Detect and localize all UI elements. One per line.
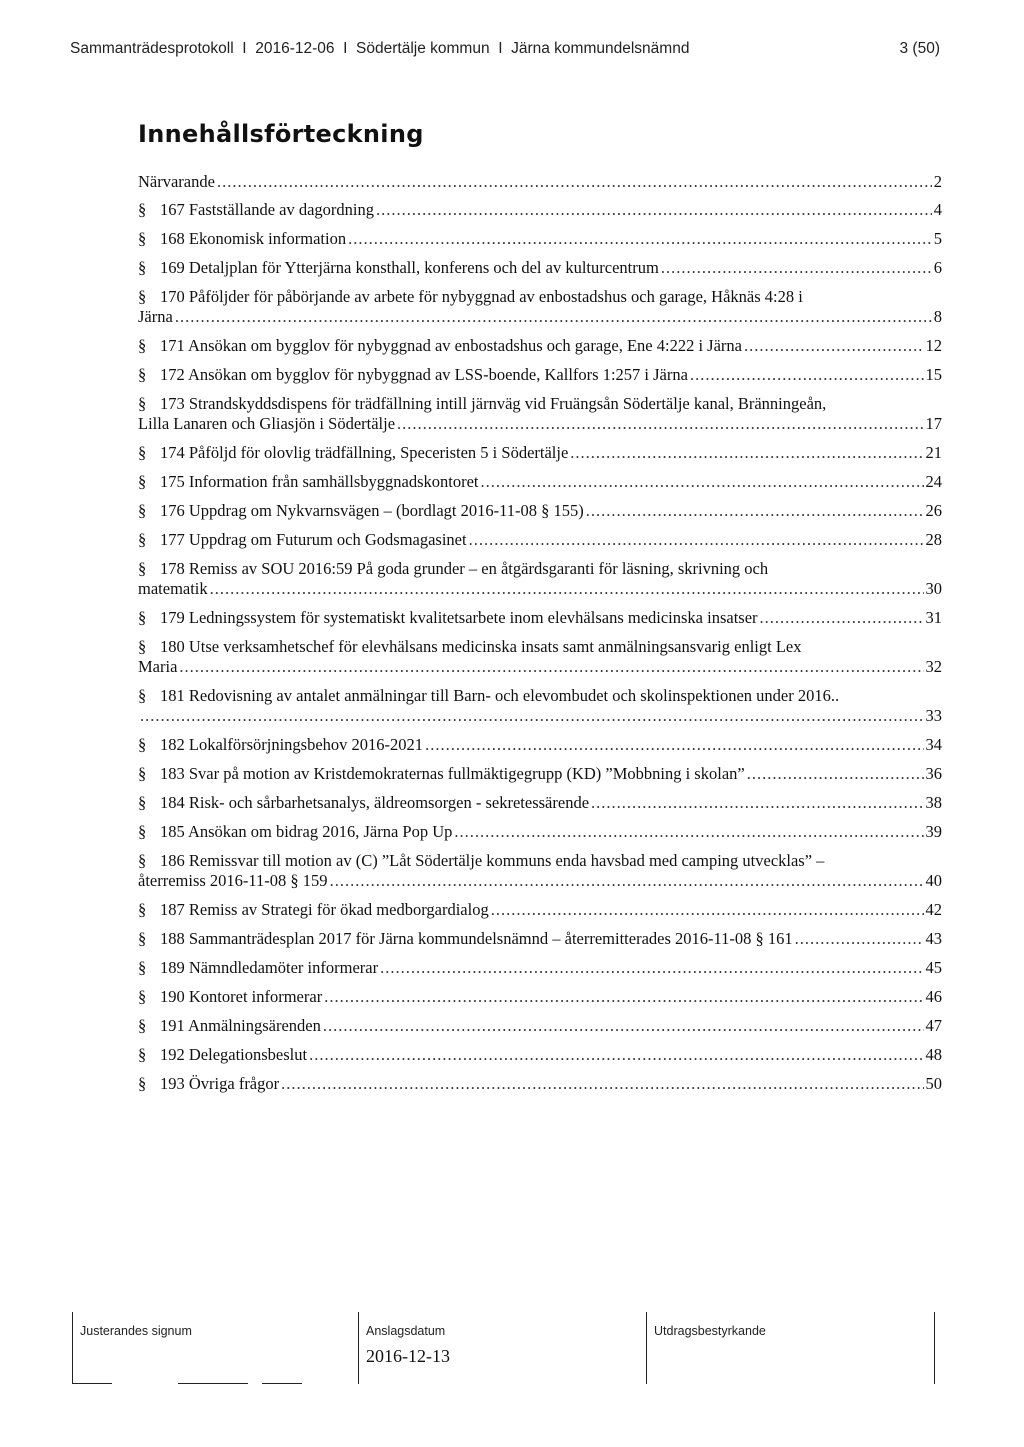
- toc-entry-label: [138, 336, 742, 356]
- toc-entry-label: [138, 764, 745, 784]
- toc-entry: [138, 336, 942, 356]
- dot-leader: [380, 958, 923, 978]
- toc-page-number: 4: [933, 200, 942, 219]
- section-sign: §: [138, 1016, 147, 1035]
- toc-entry: [138, 929, 942, 949]
- toc-entry: [138, 258, 942, 278]
- toc-entry-title: 191 Anmälningsärenden: [160, 1016, 321, 1035]
- toc-entry-label: [138, 501, 584, 521]
- justerandes-signum-label: Justerandes signum: [80, 1324, 192, 1338]
- toc-entry-label: [138, 900, 489, 920]
- section-sign: §: [138, 987, 147, 1006]
- dot-leader: [281, 1074, 923, 1094]
- toc-entry-label: [138, 1045, 307, 1065]
- toc-entry: [138, 851, 942, 891]
- toc-entry-title: 182 Lokalförsörjningsbehov 2016-2021: [160, 735, 424, 754]
- toc-entry: [138, 764, 942, 784]
- toc-entry-title: 189 Nämndledamöter informerar: [160, 958, 379, 977]
- toc-entry: [138, 686, 942, 726]
- toc-entry-title: 186 Remissvar till motion av (C) ”Låt Södertälje kommuns enda havsbad med camping utvecklas” –: [160, 851, 825, 870]
- dot-leader: [324, 987, 923, 1007]
- dot-leader: [175, 307, 932, 327]
- toc-entry: [138, 1074, 942, 1094]
- toc-entry-title: 167 Fastställande av dagordning: [160, 200, 375, 219]
- dot-leader: [747, 764, 924, 784]
- toc-entry-title: 177 Uppdrag om Futurum och Godsmagasinet: [160, 530, 467, 549]
- toc-entry: [138, 472, 942, 492]
- toc-entry-title: 185 Ansökan om bidrag 2016, Järna Pop Up: [160, 822, 453, 841]
- dot-leader: [469, 530, 924, 550]
- section-sign: §: [138, 229, 147, 248]
- toc-entry-label: [138, 793, 589, 813]
- toc-entry-title-continued: återremiss 2016-11-08 § 159: [138, 871, 328, 890]
- anslagsdatum-cell: [358, 1312, 646, 1384]
- dot-leader: [179, 657, 923, 677]
- toc-page-number: 40: [925, 871, 942, 890]
- dot-leader: [480, 472, 923, 492]
- section-sign: §: [138, 929, 147, 948]
- section-sign: §: [138, 822, 147, 841]
- toc-entry: [138, 229, 942, 249]
- section-sign: §: [138, 336, 147, 355]
- footer-divider: [934, 1312, 935, 1384]
- dot-leader: [330, 871, 924, 891]
- dot-leader: [210, 579, 924, 599]
- section-sign: §: [138, 559, 147, 578]
- toc-entry: [138, 637, 942, 677]
- toc-entry: [138, 987, 942, 1007]
- toc-entry-title: 190 Kontoret informerar: [160, 987, 323, 1006]
- section-sign: §: [138, 443, 147, 462]
- toc-entry-label: [138, 1074, 279, 1094]
- toc-entry-title-continued: Maria: [138, 657, 178, 676]
- section-sign: §: [138, 501, 147, 520]
- dot-leader: [690, 365, 924, 385]
- toc-page-number: 47: [925, 1016, 942, 1035]
- toc-entry-title: 170 Påföljder för påbörjande av arbete för nybyggnad av enbostadshus och garage, Håknäs 4:28 i: [160, 287, 803, 306]
- toc-entry: [138, 1016, 942, 1036]
- section-sign: §: [138, 1074, 147, 1093]
- dot-leader: [323, 1016, 924, 1036]
- toc-entry-title: 179 Ledningssystem för systematiskt kvalitetsarbete inom elevhälsans medicinska insatser: [160, 608, 758, 627]
- section-sign: §: [138, 200, 147, 219]
- toc-entry-title: 178 Remiss av SOU 2016:59 På goda grunder – en åtgärdsgaranti för läsning, skrivning och: [160, 559, 769, 578]
- toc-entry: [138, 1045, 942, 1065]
- toc-entry-label: [138, 822, 452, 842]
- toc-entry-label: [138, 1016, 321, 1036]
- dot-leader: [309, 1045, 923, 1065]
- dot-leader: [744, 336, 924, 356]
- toc-page-number: 33: [925, 706, 942, 725]
- toc-page-number: 43: [925, 929, 942, 948]
- toc-entry-title-continued: Lilla Lanaren och Gliasjön i Södertälje: [138, 414, 396, 433]
- dot-leader: [376, 200, 932, 220]
- toc-page-number: 17: [925, 414, 942, 433]
- toc-entry-title: 181 Redovisning av antalet anmälningar till Barn- och elevombudet och skolinspektionen under 2016..: [160, 686, 840, 705]
- section-sign: §: [138, 530, 147, 549]
- footer-signature-table: [72, 1312, 936, 1384]
- toc-entry: [138, 559, 942, 599]
- page-header: [70, 40, 940, 58]
- dot-leader: [570, 443, 923, 463]
- toc-entry-title: 174 Påföljd för olovlig trädfällning, Speceristen 5 i Södertälje: [160, 443, 569, 462]
- dot-leader: [397, 414, 923, 434]
- toc-entry: [138, 443, 942, 463]
- section-sign: §: [138, 686, 147, 705]
- toc-entry: [138, 822, 942, 842]
- toc-entry-title-continued: Järna: [138, 307, 173, 326]
- toc-entry-label: [138, 958, 378, 978]
- section-sign: §: [138, 472, 147, 491]
- toc-entry-title: 180 Utse verksamhetschef för elevhälsans medicinska insats samt anmälningsansvarig enligt Lex: [160, 637, 802, 656]
- toc-entry: [138, 200, 942, 220]
- toc-page-number: 21: [925, 443, 942, 462]
- toc-entry-title: 187 Remiss av Strategi för ökad medborgardialog: [160, 900, 489, 919]
- toc-entry-title: 184 Risk- och sårbarhetsanalys, äldreomsorgen - sekretessärende: [160, 793, 590, 812]
- toc-entry-title: 193 Övriga frågor: [160, 1074, 280, 1093]
- toc-page-number: 42: [925, 900, 942, 919]
- toc-page-number: 15: [925, 365, 942, 384]
- toc-page-number: 24: [925, 472, 942, 491]
- toc-entry: [138, 394, 942, 434]
- section-sign: §: [138, 394, 147, 413]
- dot-leader: [491, 900, 924, 920]
- toc-entry-label: [138, 530, 467, 550]
- toc-entry: [138, 365, 942, 385]
- toc-entry-label: [138, 172, 215, 192]
- justerandes-signum-cell: [72, 1312, 358, 1384]
- toc-page-number: 39: [925, 822, 942, 841]
- toc-entry-label: [138, 258, 659, 278]
- header-page-number: 3 (50): [899, 40, 940, 57]
- section-sign: §: [138, 851, 147, 870]
- toc-page-number: 26: [925, 501, 942, 520]
- toc-entry-label: [138, 443, 568, 463]
- toc-page-number: 36: [925, 764, 942, 783]
- dot-leader: [454, 822, 923, 842]
- toc-page-number: 46: [925, 987, 942, 1006]
- toc-entry-title: 183 Svar på motion av Kristdemokraternas fullmäktigegrupp (KD) ”Mobbning i skolan”: [160, 764, 745, 783]
- toc-page-number: 5: [933, 229, 942, 248]
- toc-entry-label: [138, 365, 688, 385]
- section-sign: §: [138, 365, 147, 384]
- toc-page-number: 32: [925, 657, 942, 676]
- section-sign: §: [138, 1045, 147, 1064]
- toc-entry-title: 192 Delegationsbeslut: [160, 1045, 308, 1064]
- dot-leader: [217, 172, 932, 192]
- dot-leader: [140, 706, 924, 726]
- toc-page-number: 6: [933, 258, 942, 277]
- anslagsdatum-value: 2016-12-13: [366, 1346, 450, 1366]
- toc-page-number: 38: [925, 793, 942, 812]
- dot-leader: [348, 229, 932, 249]
- toc-page-number: 31: [925, 608, 942, 627]
- toc-entry-title-continued: matematik: [138, 579, 208, 598]
- toc-page-number: 34: [925, 735, 942, 754]
- section-sign: §: [138, 287, 147, 306]
- dot-leader: [795, 929, 924, 949]
- utdragsbestyrkande-label: Utdragsbestyrkande: [654, 1324, 766, 1338]
- toc-entry-label: [138, 472, 478, 492]
- toc-entry: [138, 172, 942, 192]
- toc-entry-label: [138, 735, 423, 755]
- toc-page-number: 28: [925, 530, 942, 549]
- toc-entry-title: 188 Sammanträdesplan 2017 för Järna kommundelsnämnd – återremitterades 2016-11-08 § 161: [160, 929, 793, 948]
- section-sign: §: [138, 764, 147, 783]
- dot-leader: [591, 793, 923, 813]
- dot-leader: [661, 258, 932, 278]
- toc-page-number: 48: [925, 1045, 942, 1064]
- toc-page-number: 2: [933, 172, 942, 191]
- header-document-info: Sammanträdesprotokoll I 2016-12-06 I Södertälje kommun I Järna kommundelsnämnd: [70, 40, 690, 57]
- dot-leader: [586, 501, 924, 521]
- toc-entry-label: [138, 608, 758, 628]
- section-sign: §: [138, 793, 147, 812]
- table-of-contents: [138, 172, 942, 1103]
- toc-entry: [138, 735, 942, 755]
- toc-entry: [138, 287, 942, 327]
- toc-entry-title: 169 Detaljplan för Ytterjärna konsthall, konferens och del av kulturcentrum: [160, 258, 659, 277]
- toc-entry-label: [138, 929, 793, 949]
- section-sign: §: [138, 258, 147, 277]
- dot-leader: [425, 735, 923, 755]
- toc-title: Innehållsförteckning: [138, 120, 424, 148]
- section-sign: §: [138, 735, 147, 754]
- section-sign: §: [138, 608, 147, 627]
- toc-entry-title: 172 Ansökan om bygglov för nybyggnad av LSS-boende, Kallfors 1:257 i Järna: [160, 365, 688, 384]
- toc-entry-title: Närvarande: [138, 172, 215, 191]
- section-sign: §: [138, 900, 147, 919]
- section-sign: §: [138, 637, 147, 656]
- toc-entry-title: 176 Uppdrag om Nykvarnsvägen – (bordlagt 2016-11-08 § 155): [160, 501, 584, 520]
- toc-page-number: 8: [933, 307, 942, 326]
- toc-entry: [138, 900, 942, 920]
- toc-entry: [138, 608, 942, 628]
- toc-entry-title: 168 Ekonomisk information: [160, 229, 347, 248]
- toc-entry-title: 173 Strandskyddsdispens för trädfällning intill järnväg vid Fruängsån Södertälje kanal, Bränningeån,: [160, 394, 827, 413]
- toc-page-number: 50: [925, 1074, 942, 1093]
- toc-entry: [138, 530, 942, 550]
- toc-entry-label: [138, 200, 374, 220]
- section-sign: §: [138, 958, 147, 977]
- dot-leader: [760, 608, 924, 628]
- toc-entry-title: 171 Ansökan om bygglov för nybyggnad av enbostadshus och garage, Ene 4:222 i Järna: [160, 336, 742, 355]
- toc-entry-label: [138, 987, 322, 1007]
- toc-page-number: 30: [925, 579, 942, 598]
- toc-entry-label: [138, 229, 346, 249]
- toc-entry: [138, 793, 942, 813]
- toc-entry: [138, 958, 942, 978]
- toc-page-number: 12: [925, 336, 942, 355]
- utdragsbestyrkande-cell: [646, 1312, 934, 1384]
- toc-page-number: 45: [925, 958, 942, 977]
- anslagsdatum-label: Anslagsdatum: [366, 1324, 446, 1338]
- toc-entry: [138, 501, 942, 521]
- toc-entry-title: 175 Information från samhällsbyggnadskontoret: [160, 472, 479, 491]
